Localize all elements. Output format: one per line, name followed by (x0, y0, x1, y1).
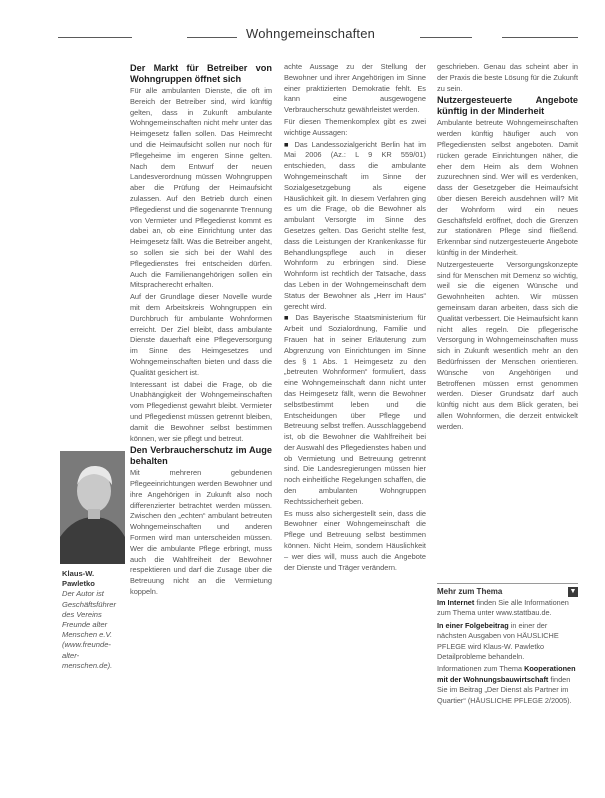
paragraph: achte Aussage zu der Stellung der Bewohner und ihrer Angehörigen im Sinne einer praktizierten Demokratie fehlt. Es kann eine ausgewogene Verbraucherschutz gewährleistet werden. (284, 62, 426, 115)
bullet-icon: ■ (284, 313, 296, 323)
bullet-item (284, 140, 426, 313)
portrait-icon (60, 451, 125, 564)
info-bold: In einer Folgebeitrag (437, 620, 509, 630)
paragraph: Es muss also sichergestellt sein, dass die Bewohner einer Wohngemeinschaft die Pflege und Betreuung selbst bestimmen können. Nicht Heim, sondern Häuslichkeit – wer dies will, muss auch die Angebote der Dienste und Träger verändern. (284, 508, 426, 572)
author-caption (62, 569, 126, 671)
column-3 (437, 62, 578, 434)
paragraph: Nutzergesteuerte Versorgungskonzepte sind für Menschen mit Demenz so wichtig, weil sie die eigenen Wünsche und Gewohnheiten achten. Wir müssen gemeinsam daran arbeiten, dass sich die Qualität verbessert. Die Heimaufsicht kann nicht alles regeln. Die pflegerische Versorgung in Wohngemeinschaften muss sich in Zukunft wesentlich mehr an den Bedürfnissen der Menschen orientieren. Wünsche von Angehörigen und Betroffenen müssen ernst genommen werden. Dieser Grundsatz darf auch künftig nicht aus dem Blick geraten, bei allen Wohnformen, die derzeit entwickelt werden. (437, 259, 578, 431)
bullet-text: Das Landessozialgericht Berlin hat im Mai 2006 (Az.: L 9 KR 559/01) entschieden, dass die ambulante Wohngemeinschaft im Sinne der Sozialgesetzgebung als eigene Häuslichkeit gilt. In diesem Verfahren ging es um die Frage, ob die Bewohner als ambulant Versorgte im Sinne des Gesetzes gelten. Das Gericht stellte fest, dass die Leistungen der Krankenkasse für Behandlungspflege auch in dieser Wohnform zu erbringen sind. Diese Wohnform ist rechtlich der Tatsache, dass das Leben in der Wohngemeinschaft dem Status der Bewohner als „Herr im Haus“ gerecht wird. (284, 139, 426, 311)
author-photo (60, 451, 125, 564)
paragraph: geschrieben. Genau das scheint aber in der Praxis die beste Lösung für die Zukunft zu sein. (437, 62, 578, 93)
author-bio: Der Autor ist Geschäftsführer des Vereins Freunde alter Menschen e.V. (www.freunde-alter-menschen.de). (62, 589, 117, 670)
arrow-down-icon[interactable]: ▼ (569, 588, 577, 595)
info-paragraph (437, 598, 578, 619)
bullet-text: Das Bayerische Staatsministerium für Arbeit und Sozialordnung, Familie und Frauen hat in seiner Erläuterung zum Abgrenzung von Einrichtungen im Sinne des § 1 Abs. 1 Heimgesetz zu den „betreuten Wohnformen“ formuliert, dass eine Wohngemeinschaft dann nicht unter das Heimgesetz fällt, wenn die Bewohner selbstbestimmt leben und die Entscheidungen über Pflege und Betreuung selbst treffen. Ausschlaggebend ist, ob die Bewohner die Wahlfreiheit bei der Auswahl des Pflegedienstes haben und ob Vermietung und Betreuung getrennt sind. Die Landesregierungen müssen hier noch einheitliche Regelungen schaffen, die den ambulanten Wohngruppen Rechtssicherheit geben. (284, 313, 426, 506)
header-rule-left-1 (58, 37, 132, 38)
bullet-item (284, 313, 426, 507)
info-text: Informationen zum Thema (437, 664, 525, 674)
heading-verbraucherschutz: Den Verbraucherschutz im Auge behalten (130, 445, 272, 466)
heading-markt: Der Markt für Betreiber von Wohngruppen öffnet sich (130, 63, 272, 84)
header-rule-left-2 (187, 37, 237, 38)
more-info-box (437, 583, 578, 708)
paragraph: Auf der Grundlage dieser Novelle wurde mit dem Arbeitskreis Wohngruppen ein Durchbruch für ambulante Wohnformen erreicht. Der Ziel bleibt, dass ambulante Dienste dauerhaft eine Pflegeversorgung im Sinne des Heimgesetzes und Wohngemeinschaften bieten und dass die Qualität gesichert ist. (130, 292, 272, 377)
more-info-title: Mehr zum Thema (437, 587, 503, 596)
heading-nutzergesteuert: Nutzergesteuerte Angebote künftig in der Minderheit (437, 95, 578, 116)
author-name: Klaus-W. Pawletko (62, 569, 95, 589)
info-bold: Kooperationen mit der Wohnungsbauwirtschaft (437, 664, 576, 684)
paragraph: Ambulante betreute Wohngemeinschaften werden künftig häufiger auch von Pflegediensten selbst angeboten. Damit rücken gerade Einrichtungen näher, die eher dem Heim als dem Wohnen zuzurechnen sind. Wer will es verdenken, dass der Gesetzgeber die Heimaufsicht über diesen Bereich ausdehnen will? Mit der Wohnform wird ein neues Geschäftsfeld eröffnet, doch die Grenzen zur stationären Pflege sind fließend. Erkennbar sind nutzergesteuerte Angebote künftig in der Minderheit. (437, 118, 578, 257)
section-title: Wohngemeinschaften (246, 26, 376, 41)
paragraph: Mit mehreren gebundenen Pflegeeinrichtungen werden Bewohner und ihre Angehörigen in Zukunft also noch differenzierter betrachtet werden müssen. Zwischen den „echten“ ambulant betreuten Wohngemeinschaften und anderen Formen wird man unterscheiden müssen. Wer die ambulante Pflege erbringt, muss auch die Wahlfreiheit der Bewohner respektieren und darf die Zusage über die Betreuung nicht an die Vermietung koppeln. (130, 468, 272, 597)
info-text: finden Sie alle Informationen zum Thema unter www.stattbau.de. (437, 598, 569, 618)
paragraph: Für diesen Themenkomplex gibt es zwei wichtige Aussagen: (284, 116, 426, 137)
paragraph: Für alle ambulanten Dienste, die oft im Bereich der Betreiber sind, wird künftig gelten, dass in Zukunft ambulante Wohngemeinschaften nicht mehr unter das Heimgesetz fallen sollen. Das Heimrecht und die Heimaufsicht sollen nur noch für Pflegeheime im engeren Sinne gelten. Nach dem Entwurf der neuen Landesverordnung müssen Wohngruppen aber die Prüfung der Heimaufsicht zulassen. Auf den Betrieb durch einen Pflegedienst und die sogenannte Trennung von Vermieter und Pflegedienst kommt es dabei an, ob eine Einrichtung unter das Heimgesetz fällt. Was die Betreiber angeht, so sollen sie sich bei der Wahl des Pflegedienstes frei entscheiden dürfen. Auch die Familienangehörigen sollen ein Mitspracherecht erhalten. (130, 86, 272, 290)
info-paragraph (437, 664, 578, 706)
column-1 (130, 62, 272, 599)
header-rule-right-2 (502, 37, 578, 38)
bullet-icon: ■ (284, 139, 295, 149)
info-paragraph (437, 621, 578, 663)
info-text: in einer der nächsten Ausgaben von HÄUSLICHE PFLEGE wird Klaus-W. Pawletko Detailprobleme behandeln. (437, 620, 559, 662)
paragraph: Interessant ist dabei die Frage, ob die Unabhängigkeit der Wohngemeinschaften vom Pflegedienst gewahrt bleibt. Vermieter und Pflegedienst müssen getrennt bleiben, damit die Bewohner selbst bestimmen können, wer sie pflegt und betreut. (130, 379, 272, 443)
info-text: finden Sie im Beitrag „Der Dienst als Partner im Quartier“ (HÄUSLICHE PFLEGE 2/2005). (437, 674, 572, 705)
column-2 (284, 62, 426, 574)
header-rule-right-1 (420, 37, 472, 38)
info-bold: Im Internet (437, 598, 475, 607)
